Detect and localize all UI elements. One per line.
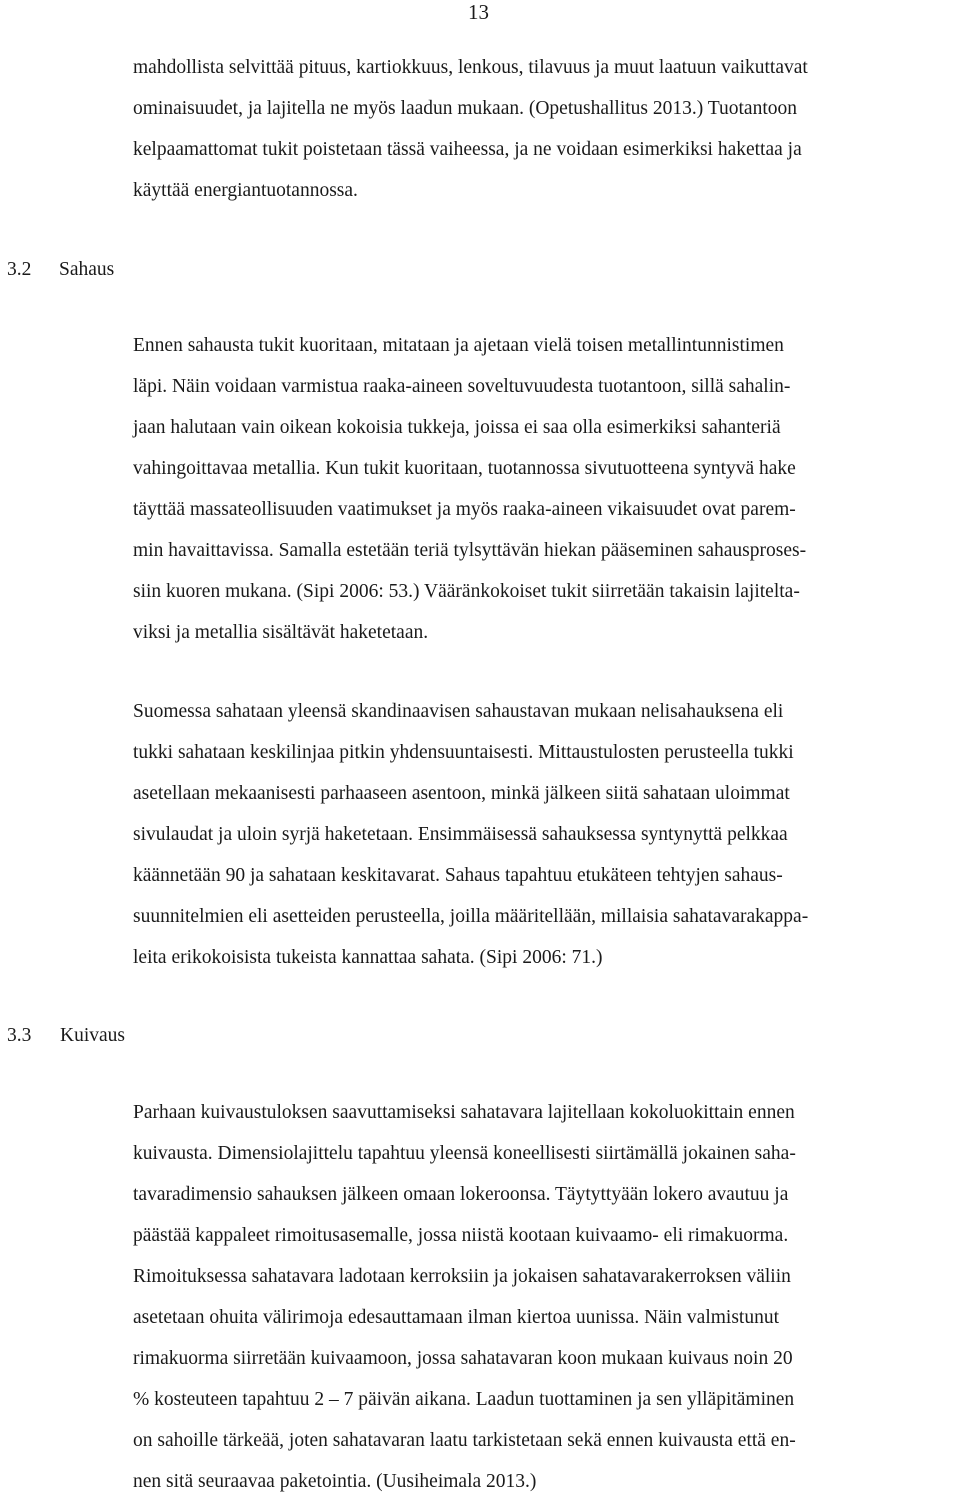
text-line: käyttää energiantuotannossa. xyxy=(133,180,358,201)
text-line: kuivausta. Dimensiolajittelu tapahtuu yleensä koneellisesti siirtämällä jokainen saha- xyxy=(133,1143,796,1164)
text-line: ominaisuudet, ja lajitella ne myös laadun mukaan. (Opetushallitus 2013.) Tuotantoon xyxy=(133,98,797,119)
section-number: 3.2 xyxy=(7,259,32,280)
text-line: asetetaan ohuita välirimoja edesauttamaan ilman kiertoa uunissa. Näin valmistunut xyxy=(133,1307,780,1328)
text-line: leita erikokoisista tukeista kannattaa sahata. (Sipi 2006: 71.) xyxy=(133,947,603,968)
text-line: Rimoituksessa sahatavara ladotaan kerroksiin ja jokaisen sahatavarakerroksen väliin xyxy=(133,1266,791,1287)
text-line: Suomessa sahataan yleensä skandinaavisen sahaustavan mukaan nelisahauksena eli xyxy=(133,701,784,722)
section-title: Sahaus xyxy=(59,259,115,280)
page-number: 13 xyxy=(468,0,489,24)
text-line: siin kuoren mukana. (Sipi 2006: 53.) Vääränkokoiset tukit siirretään takaisin lajitelta- xyxy=(133,581,800,602)
text-line: tukki sahataan keskilinjaa pitkin yhdensuuntaisesti. Mittaustulosten perusteella tukki xyxy=(133,742,794,763)
text-line: täyttää massateollisuuden vaatimukset ja myös raaka-aineen vikaisuudet ovat parem- xyxy=(133,499,796,520)
text-line: on sahoille tärkeää, joten sahatavaran laatu tarkistetaan sekä ennen kuivausta että en- xyxy=(133,1430,796,1451)
text-line: kelpaamattomat tukit poistetaan tässä vaiheessa, ja ne voidaan esimerkiksi hakettaa ja xyxy=(133,139,802,160)
section-heading-sahaus xyxy=(7,258,114,282)
text-line: asetellaan mekaanisesti parhaaseen asentoon, minkä jälkeen siitä sahataan uloimmat xyxy=(133,783,790,804)
text-line: käännetään 90 ja sahataan keskitavarat. Sahaus tapahtuu etukäteen tehtyjen sahaus- xyxy=(133,865,783,886)
section-title: Kuivaus xyxy=(60,1025,125,1046)
text-line: Ennen sahausta tukit kuoritaan, mitataan ja ajetaan vielä toisen metallintunnistimen xyxy=(133,335,784,356)
text-line: % kosteuteen tapahtuu 2 – 7 päivän aikana. Laadun tuottaminen ja sen ylläpitäminen xyxy=(133,1389,795,1410)
text-line: sivulaudat ja uloin syrjä haketetaan. Ensimmäisessä sahauksessa syntynyttä pelkkaa xyxy=(133,824,788,845)
text-line: tavaradimensio sahauksen jälkeen omaan lokeroonsa. Täytyttyään lokero avautuu ja xyxy=(133,1184,789,1205)
text-line: jaan halutaan vain oikean kokoisia tukkeja, joissa ei saa olla esimerkiksi sahanteriä xyxy=(133,417,781,438)
text-line: päästää kappaleet rimoitusasemalle, jossa niistä kootaan kuivaamo- eli rimakuorma. xyxy=(133,1225,789,1246)
text-line: nen sitä seuraavaa paketointia. (Uusiheimala 2013.) xyxy=(133,1471,537,1492)
section-number: 3.3 xyxy=(7,1025,32,1046)
text-line: läpi. Näin voidaan varmistua raaka-aineen soveltuvuudesta tuotantoon, sillä sahalin- xyxy=(133,376,791,397)
section-heading-kuivaus xyxy=(7,1024,125,1048)
text-line: mahdollista selvittää pituus, kartiokkuus, lenkous, tilavuus ja muut laatuun vaikuttavat xyxy=(133,57,808,78)
text-line: min havaittavissa. Samalla estetään teriä tylsyttävän hiekan pääseminen sahausproses- xyxy=(133,540,807,561)
text-line: rimakuorma siirretään kuivaamoon, jossa sahatavaran koon mukaan kuivaus noin 20 xyxy=(133,1348,793,1369)
text-line: viksi ja metallia sisältävät haketetaan. xyxy=(133,622,429,643)
text-line: suunnitelmien eli asetteiden perusteella, joilla määritellään, millaisia sahatavarakappa- xyxy=(133,906,809,927)
text-line: Parhaan kuivaustuloksen saavuttamiseksi sahatavara lajitellaan kokoluokittain ennen xyxy=(133,1102,795,1123)
text-line: vahingoittavaa metallia. Kun tukit kuoritaan, tuotannossa sivutuotteena syntyvä hake xyxy=(133,458,796,479)
